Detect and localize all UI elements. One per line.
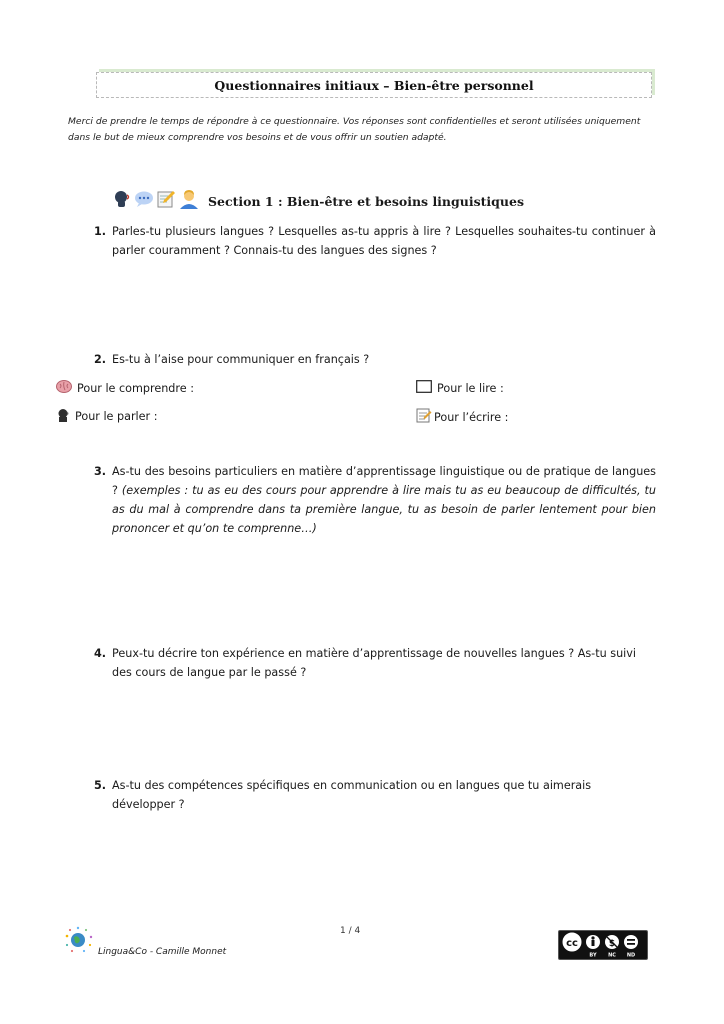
question-text: Peux-tu décrire ton expérience en matière d’apprentissage de nouvelles langues ? As-tu suivi des cours de langue par le passé ? — [112, 647, 637, 679]
question-2 — [94, 350, 656, 369]
option-label: Pour le lire : — [437, 381, 504, 395]
question-text: Parles-tu plusieurs langues ? Lesquelles as-tu appris à lire ? Lesquelles souhaites-tu continuer à parler couramment ? Connais-tu des langues des signes ? — [112, 225, 656, 257]
question-main-text: As-tu des besoins particuliers en matière d’apprentissage linguistique ou de pratique de langues ? — [112, 465, 656, 497]
question-4 — [94, 644, 656, 682]
question-examples: (exemples : tu as eu des cours pour apprendre à lire mais tu as eu beaucoup de difficultés, tu as du mal à comprendre dans ta première langue, tu as besoin de parler lentement pour bien prononcer et qu’on te comprenne…) — [112, 484, 656, 535]
option-lire — [416, 380, 504, 396]
cc-license-badge — [558, 930, 648, 960]
intro-text: Merci de prendre le temps de répondre à ce questionnaire. Vos réponses sont confidentielles et seront utilisées uniquement dans le but de mieux comprendre vos besoins et de vous offrir un soutien adapté. — [68, 116, 641, 143]
person-icon — [178, 189, 200, 214]
title-box — [96, 72, 652, 98]
question-text: As-tu des compétences spécifiques en communication ou en langues que tu aimerais développer ? — [112, 779, 592, 811]
speech-bubble-icon — [134, 190, 154, 213]
page-number: 1 / 4 — [340, 926, 361, 936]
question-1 — [94, 222, 656, 260]
option-parler — [56, 408, 157, 425]
question-text: Es-tu à l’aise pour communiquer en français ? — [112, 353, 370, 366]
svg-text:BY: BY — [589, 952, 597, 958]
svg-text:NC: NC — [608, 952, 616, 958]
svg-text:ND: ND — [626, 952, 636, 958]
question-5 — [94, 776, 656, 814]
question-number: 2. — [94, 353, 107, 366]
question-text — [112, 462, 656, 538]
speaking-head-icon — [112, 189, 132, 214]
footer-brand-name: Lingua&Co - Camille Monnet — [98, 947, 227, 957]
svg-text:cc: cc — [566, 938, 578, 949]
section-label: Section 1 : Bien-être et besoins linguistiques — [208, 193, 524, 209]
cc-license-icon — [560, 932, 646, 958]
question-number: 5. — [94, 779, 107, 792]
question-number: 3. — [94, 465, 107, 478]
globe-logo-icon — [64, 926, 94, 959]
speaking-head-icon — [56, 408, 70, 425]
option-comprendre — [56, 380, 194, 396]
footer-brand — [64, 926, 226, 959]
page-title: Questionnaires initiaux – Bien-être personnel — [214, 77, 534, 93]
empty-box-icon — [416, 380, 432, 396]
notepad-icon — [416, 408, 432, 426]
option-label: Pour le comprendre : — [77, 381, 194, 395]
option-label: Pour l’écrire : — [434, 410, 509, 424]
question-3 — [94, 462, 656, 538]
section-icons — [112, 189, 200, 214]
memo-icon — [156, 189, 176, 214]
question-number: 1. — [94, 225, 107, 238]
section-heading — [112, 186, 524, 216]
svg-text:$: $ — [608, 939, 616, 949]
question-number: 4. — [94, 647, 107, 660]
option-label: Pour le parler : — [75, 410, 158, 423]
brain-icon — [56, 380, 72, 396]
option-ecrire — [416, 408, 508, 426]
